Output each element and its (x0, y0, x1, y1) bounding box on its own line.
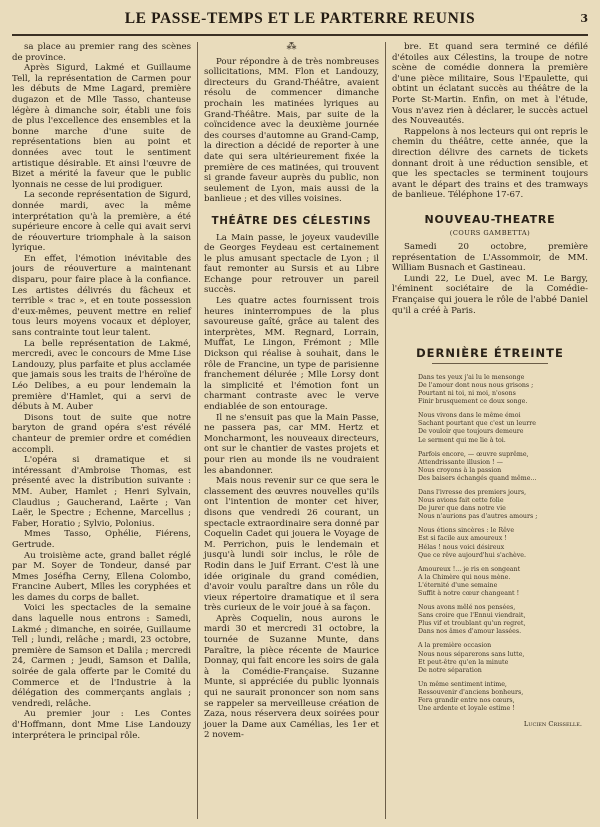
poem-line: A la Chimère qui nous mène. (418, 573, 511, 581)
poem-line: Une ardente et loyale estime ! (418, 705, 515, 713)
grand-theatre-paragraph: Disons tout de suite que notre baryton de grand opéra s'est révélé chanteur de premier ordre et comédien accompli. (12, 412, 191, 455)
grand-theatre-paragraph: Au troisième acte, grand ballet réglé par M. Soyer de Tondeur, dansé par Mmes Joséfha Cerny, Ellena Colombo, Francine Aubert, Mlles les coryphées et les dames du corps de ballet. (12, 550, 191, 603)
poem-stanza (418, 604, 588, 636)
poem-stanza (418, 681, 588, 713)
poem-line: Pourtant ni toi, ni moi, n'osons (418, 390, 516, 398)
poem-line: Nous nous séparerons sans lutte, (418, 650, 525, 658)
celestins-article-continued (392, 42, 588, 201)
poem-line: Nous n'aurions pas d'autres amours ; (418, 513, 538, 521)
matinees-paragraph: Pour répondre à de très nombreuses sollicitations, MM. Flon et Landouzy, directeurs du Grand-Théâtre, avaient résolu de commencer dimanche prochain les matinées lyriques au Grand-Théâtre. Mais, par suite de la coïncidence avec la deuxième journée des courses d'automne au Grand-Camp, la direction a décidé de reporter à une date qui sera ultérieurement fixée la première de ces matinées, qui trouvent si grande faveur auprès du public, non seulement de Lyon, mais aussi de la banlieue ; et des villes voisines. (204, 56, 379, 205)
poem-signature: Lucien Crisselle. (523, 720, 582, 729)
celestins-paragraph: Mais nous revenir sur ce que sera le classement des œuvres nouvelles qu'ils ont l'intention de monter cet hiver, disons que vendredi 26 courant, un spectacle extraordinaire sera donné par Coquelin Cadet qui jouera le Voyage de M. Perrichon, puis le lendemain et jusqu'à lundi soir inclus, le rôle de Rodin dans le Juif Errant. C'est là une idée originale du grand comédien, d'avoir voulu paraître dans un rôle du vieux répertoire dramatique et il sera très curieux de le voir joué à sa façon. (204, 476, 380, 614)
poem-line: Hélas ! nous voici désireux (418, 543, 505, 551)
poem-stanza (418, 642, 588, 674)
poem-line: Sachant pourtant que c'est un leurre (418, 420, 536, 428)
poem-stanza (418, 412, 588, 444)
poem-line: Le serment qui me lie à toi. (418, 436, 506, 444)
section-separator: ⁂ (286, 42, 297, 52)
poem-line: Des baisers échangés quand même... (418, 474, 537, 482)
poem-line: Amoureux !... je ris en songeant (418, 565, 521, 573)
nouveau-theatre-article (392, 242, 588, 316)
poem-line: Un même sentiment intime, (418, 680, 507, 688)
poem-line: De jurer que dans notre vie (418, 505, 506, 513)
page-header (12, 4, 588, 36)
poem-line: Dans nos âmes d'amour lassées. (418, 628, 522, 636)
celestins-paragraph: La Main passe, le joyeux vaudeville de Georges Feydeau est certainement le plus amusant spectacle de Lyon ; il faut remonter au Sursis et au Libre Echange pour retrouver un pareil succès. (204, 232, 379, 296)
poem-line: De l'amour dont nous nous grisons ; (418, 381, 534, 389)
poem-line: A la première occasion (418, 642, 492, 650)
poem-stanza (418, 566, 588, 598)
nouveau-theatre-subtitle: (COURS GAMBETTA) (449, 228, 531, 237)
poem-line: Que ce rêve aujourd'hui s'achève. (418, 551, 527, 559)
poem-line: De vouloir que toujours demeure (418, 428, 524, 436)
grand-theatre-paragraph: sa place au premier rang des scènes de province. (12, 42, 191, 63)
poem-line: De notre séparation (418, 666, 482, 674)
columns (12, 42, 588, 819)
poem-stanza (418, 451, 588, 483)
poem-line: Et peut-être qu'en la minute (418, 658, 509, 666)
column-2 (197, 42, 385, 819)
poem (392, 374, 588, 713)
poem-line: Plus vif et troublant qu'un regret, (418, 620, 526, 628)
celestins-paragraph: Il ne s'ensuit pas que la Main Passe, ne passera pas, car MM. Hertz et Moncharmont, les nouveaux directeurs, ont sur le chantier de vastes projets et pour rien au monde ils ne voudraient les abandonner. (204, 412, 379, 476)
grand-theatre-paragraph: L'opéra si dramatique et si intéressant d'Ambroise Thomas, est présenté avec la distribution suivante : MM. Auber, Hamlet ; Henri Sylvain, Claudius ; Gaucherand, Laërte ; Van Laër, le Spectre ; Echenne, Marcellus ; Faber, Horatio ; Sylvio, Polonius. (12, 455, 191, 529)
poem-line: Finir brusquement ce doux songe. (418, 398, 528, 406)
poem-line: Sans croire que l'Ennui viendrait, (418, 612, 526, 620)
poem-stanza (418, 489, 588, 521)
nouveau-theatre-title: NOUVEAU-THEATRE (424, 212, 556, 226)
poem-rule (432, 363, 548, 364)
poem-line: Nous avons mêlé nos pensées, (418, 604, 516, 612)
grand-theatre-paragraph: Après Sigurd, Lakmé et Guillaume Tell, la représentation de Carmen pour les débuts de Mme Lagard, première dugazon et de Mlle Tasso, chanteuse légère à dimanche soir, établi une fois de plus l'excellence des ensembles et la bonne marche d'une suite de représentations bien au point et données avec tout le sentiment artistique désirable. Et ainsi l'œuvre de Bizet a mérité la faveur que le public lyonnais ne cesse de lui prodiguer. (12, 63, 191, 190)
celestins-title: THÉÂTRE DES CÉLESTINS (211, 215, 372, 227)
poem-line: Est si facile aux amoureux ! (418, 535, 507, 543)
poem-stanza (418, 374, 588, 406)
poem-line: Dans l'ivresse des premiers jours, (418, 488, 527, 496)
celestins-paragraph: Rappelons à nos lecteurs qui ont repris le chemin du théâtre, cette année, que la direction délivre des carnets de tickets donnant droit à une réduction sensible, et que les spectacles se terminent toujours avant le départ des trains et des tramways de banlieue. Téléphone 17-67. (392, 126, 588, 201)
poem-line: Parfois encore, — œuvre suprême, (418, 450, 529, 458)
poem-line: Nous vivons dans le même émoi (418, 412, 521, 420)
grand-theatre-paragraph: En effet, l'émotion inévitable des jours de réouverture a maintenant disparu, pour faire place à la confiance. Les artistes délivrés du fâcheux et terrible « trac », et en toute possession d'eux-mêmes, peuvent mettre en relief tous leurs moyens vocaux et déployer, sans contrainte tout leur talent. (12, 253, 191, 339)
grand-theatre-paragraph: La seconde représentation de Sigurd, donnée mardi, avec la même interprétation qu'à la première, a été supérieure encore à celle qui avait servi de réouverture triomphale à la saison lyrique. (12, 190, 191, 254)
poem-stanza (418, 527, 588, 559)
poem-line: Fera grandir entre nos cœurs, (418, 697, 515, 705)
poem-line: Dans tes yeux j'ai lu le mensonge (418, 373, 525, 381)
column-3 (385, 42, 588, 819)
column-1 (12, 42, 197, 819)
nouveau-theatre-paragraph: Lundi 22, Le Duel, avec M. Le Bargy, l'éminent sociétaire de la Comédie-Française qui jouera le rôle de l'abbé Daniel qu'il a créé à Paris. (392, 273, 588, 316)
poem-line: Nous avions fait cette folie (418, 497, 504, 505)
grand-theatre-paragraph: Au premier jour : Les Contes d'Hoffmann, dont Mme Lise Landouzy interprétera le principal rôle. (12, 709, 191, 741)
poem-line: Suffit à notre cœur changeant ! (418, 590, 520, 597)
grand-theatre-paragraph: Mmes Tasso, Ophélie, Fiérens, Gertrude. (12, 529, 191, 550)
poem-line: Nous croyons à la passion (418, 466, 502, 474)
celestins-paragraph: bre. Et quand sera terminé ce défilé d'étoiles aux Célestins, la troupe de notre scène de comédie donnera la première d'une pièce militaire, Sous l'Epaulette, qui obtint un éclatant succès au théâtre de la Porte St-Martin. Enfin, on met à l'étude, Vous n'avez rien à déclarer, le succès actuel des Nouveautés. (392, 42, 588, 127)
celestins-paragraph: Après Coquelin, nous aurons le mardi 30 et mercredi 31 octobre, la tournée de Suzanne Munte, dans Paraître, la pièce récente de Maurice Donnay, qui fait encore les soirs de gala à la Comédie-Française. Suzanne Munte, si appréciée du public lyonnais qui ne saurait prononcer son nom sans se rappeler sa merveilleuse création de Zaza, nous réservera deux soirées pour jouer la Dame aux Camélias, les 1er et 2 novem- (204, 613, 379, 741)
poem-title: DERNIÈRE ÉTREINTE (416, 346, 564, 361)
poem-line: Nous étions sincères : le Rêve (418, 527, 515, 535)
celestins-article (204, 233, 379, 742)
journal-title: LE PASSE-TEMPS ET LE PARTERRE REUNIS (124, 10, 476, 27)
poem-line: L'éternité d'une semaine (418, 581, 498, 589)
page-number: 3 (580, 12, 588, 25)
poem-line: Ressouvenir d'anciens bonheurs, (418, 688, 524, 696)
grand-theatre-paragraph: La belle représentation de Lakmé, mercredi, avec le concours de Mme Lise Landouzy, plus parfaite et plus acclamée que jamais sous les traits de l'héroïne de Léo Delibes, a eu pour lendemain la première d'Hamlet, qui a servi de débuts à M. Auber (12, 338, 191, 413)
grand-theatre-paragraph: Voici les spectacles de la semaine dans laquelle nous entrons : Samedi, Lakmé ; dimanche, en soirée, Guillaume Tell ; lundi, relâche ; mardi, 23 octobre, première de Samson et Dalila ; mercredi 24, Carmen ; jeudi, Samson et Dalila, soirée de gala offerte par le Comité du Commerce et de l'Industrie à la délégation des commerçants anglais ; vendredi, relâche. (12, 603, 191, 709)
celestins-paragraph: Les quatre actes fournissent trois heures ininterrompues de la plus savoureuse gaîté, grâce au talent des interprètes, MM. Regnard, Lorrain, Muffat, Le Lingon, Frémont ; Mlle Dickson qui réalise à souhait, dans le rôle de Francine, un type de parisienne franchement délurée ; Mlle Lorsy dont la simplicité et l'émotion font un charmant contraste avec le verve endiablée de son entourage. (204, 296, 379, 412)
nouveau-theatre-paragraph: Samedi 20 octobre, première représentation de L'Assommoir, de MM. William Busnach et Gastineau. (392, 242, 588, 274)
poem-line: Attendrissante illusion ! — (418, 458, 503, 466)
